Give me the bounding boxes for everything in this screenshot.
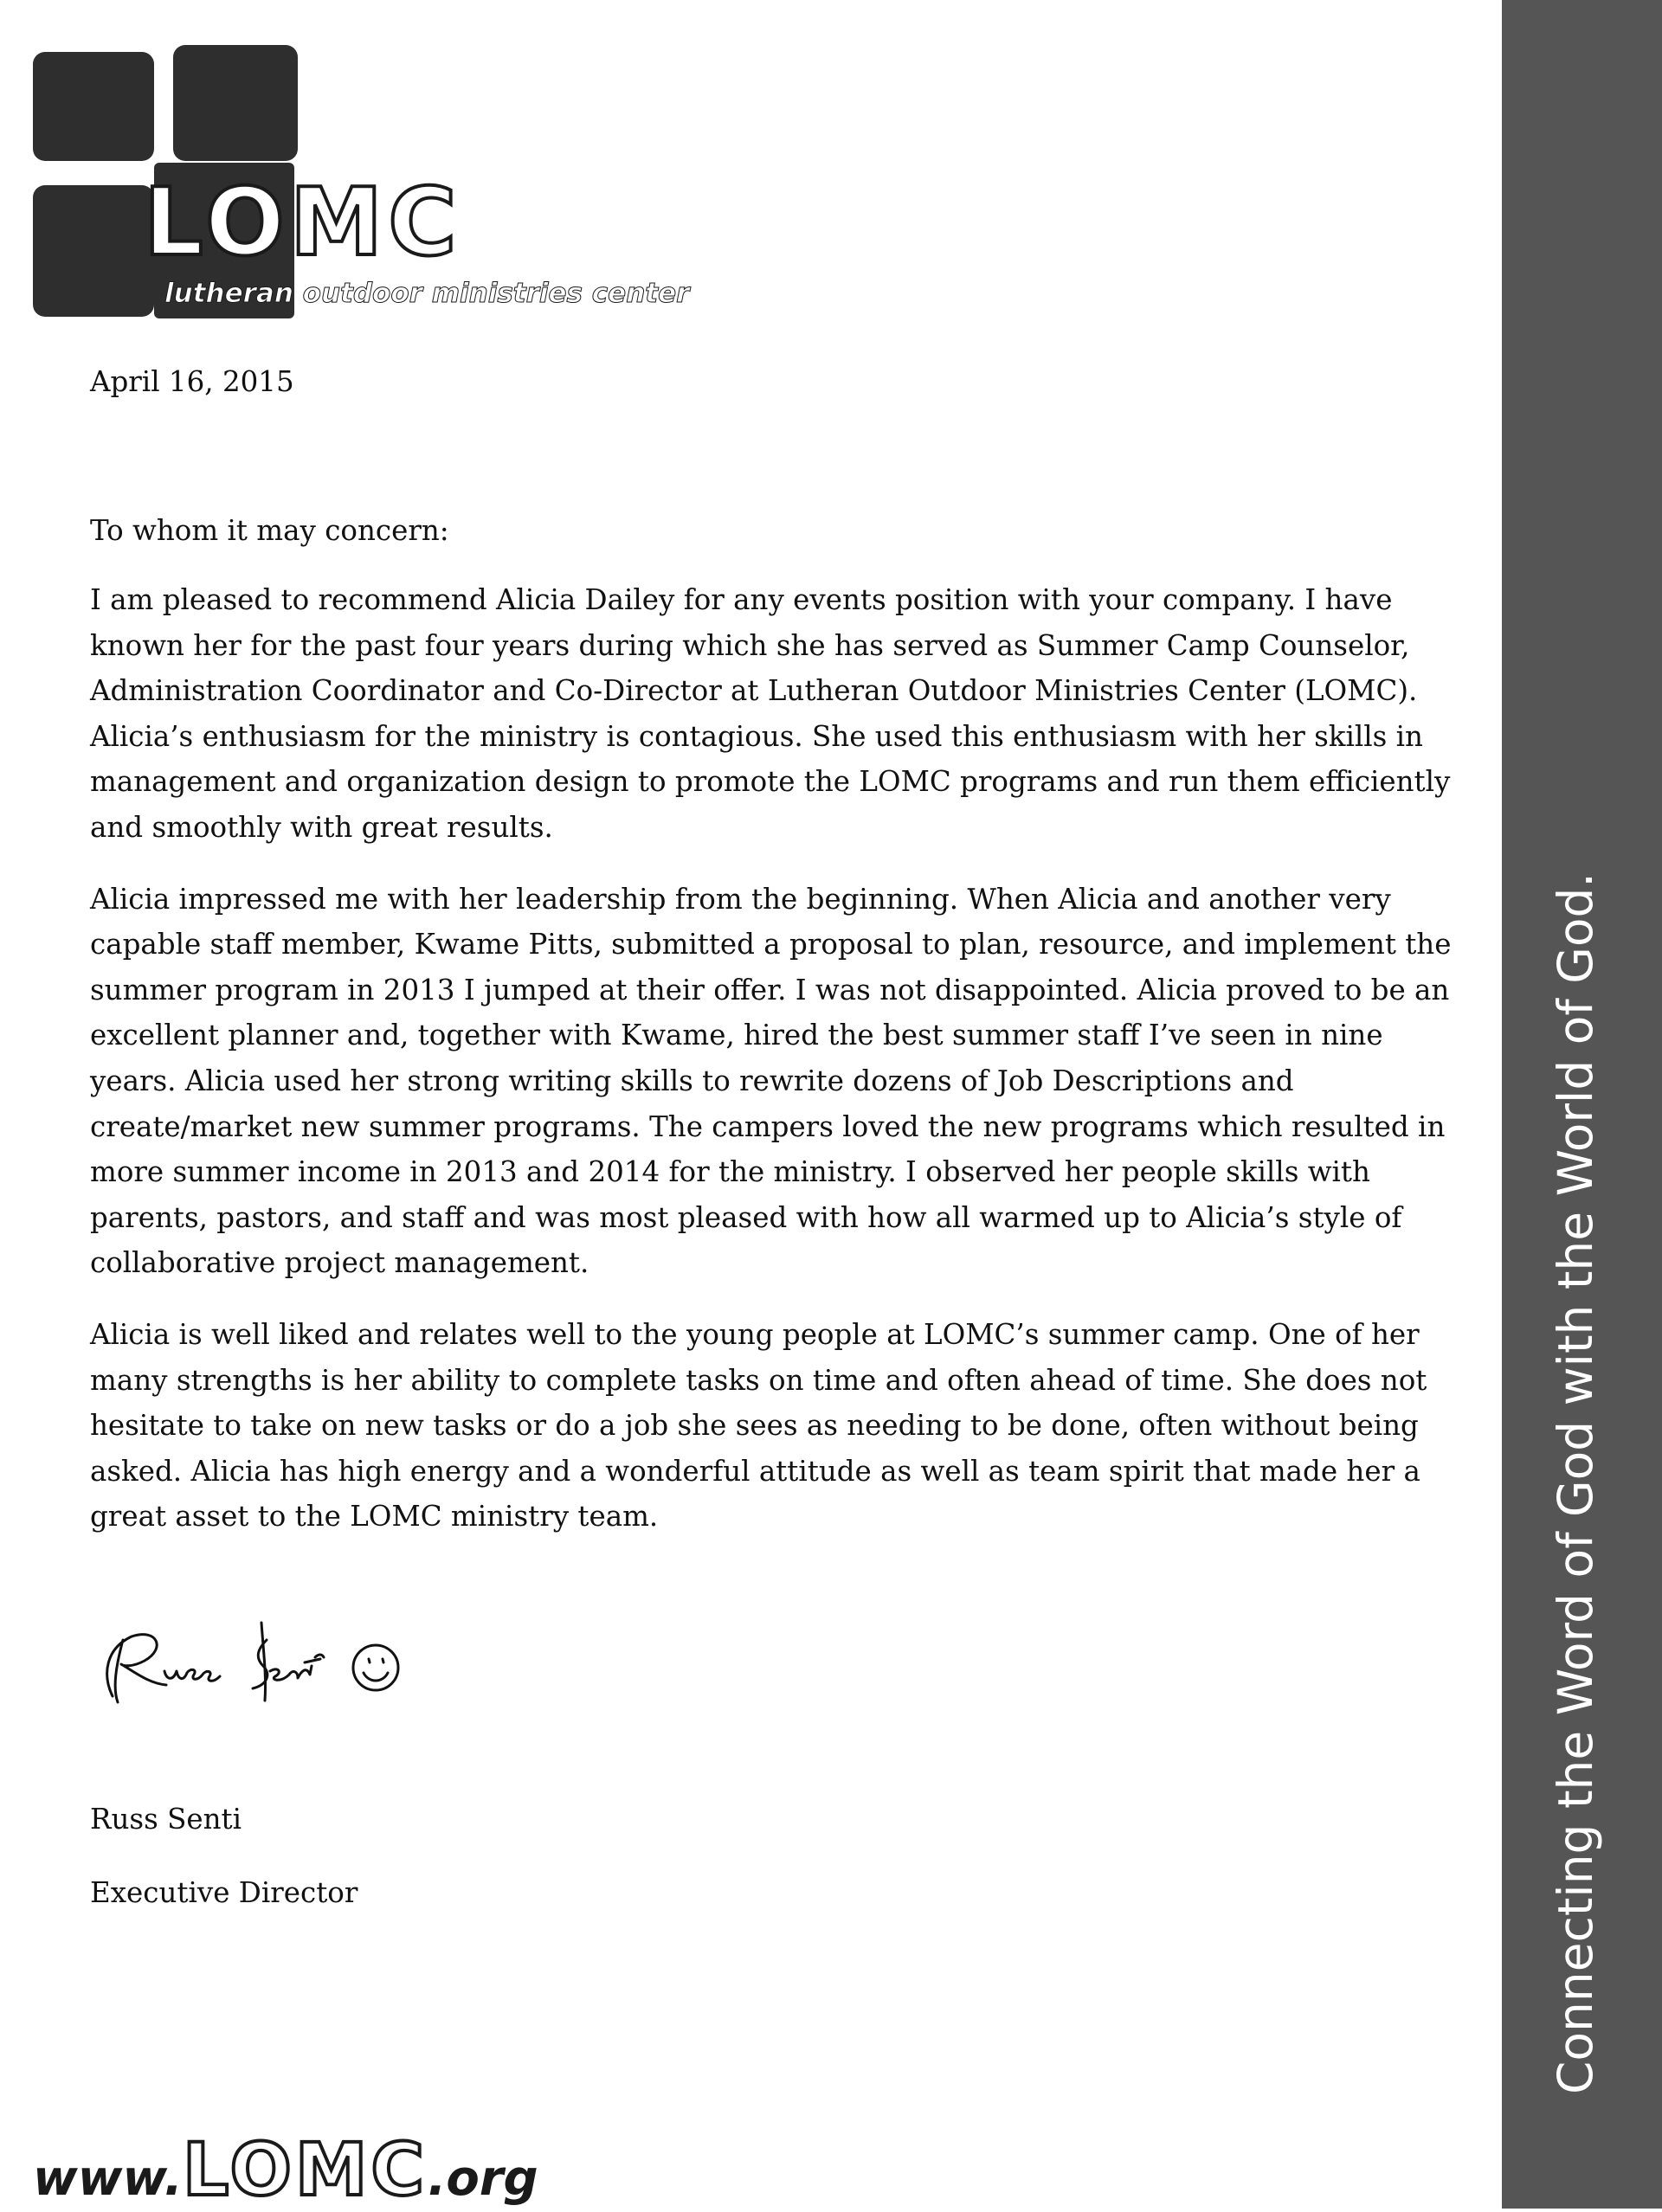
letter-paragraph: Alicia is well liked and relates well to the young people at LOMC’s summer camp. One of her many strengths is her ability to complete tasks on time and often ahead of time. She does not hesitate to take on new tasks or do a job she sees as needing to be done, often without being asked. Alicia has high energy and a wonderful attitude as well as team spirit that made her a great asset to the LOMC ministry team. xyxy=(90,1317,1427,1534)
logo-block-top-left xyxy=(33,52,154,161)
signer-title: Executive Director xyxy=(90,1876,358,1909)
signer-name: Russ Senti xyxy=(90,1803,242,1836)
footer-url-suffix: .org xyxy=(428,2151,538,2207)
sidebar-slogan: Connecting the Word of God with the World of God. xyxy=(1548,872,1603,2094)
letter-paragraph: I am pleased to recommend Alicia Dailey for any events position with your company. I have known her for the past four years during which she has served as Summer Camp Counselor, Administration Coordinator and Co-Director at Lutheran Outdoor Ministries Center (LOMC). Alicia’s enthusiasm for the ministry is contagious. She used this enthusiasm with her skills in management and organization design to promote the LOMC programs and run them efficiently and smoothly with great results. xyxy=(90,583,1451,844)
logo-tagline: lutheran outdoor ministries center xyxy=(164,278,690,309)
logo-wordmark: LOMC xyxy=(144,169,462,277)
letter-salutation: To whom it may concern: xyxy=(90,514,449,547)
logo-block-bottom-left xyxy=(33,185,154,317)
logo-block-top-right xyxy=(173,45,298,161)
letter-date: April 16, 2015 xyxy=(90,365,294,398)
letter-paragraph: Alicia impressed me with her leadership from the beginning. When Alicia and another very capable staff member, Kwame Pitts, submitted a proposal to plan, resource, and implement the summer program in 2013 I jumped at their offer. I was not disappointed. Alicia proved to be an excellent planner and, together with Kwame, hired the best summer staff I’ve seen in nine years. Alicia used her strong writing skills to rewrite dozens of Job Descriptions and create/market new summer programs. The campers loved the new programs which resulted in more summer income in 2013 and 2014 for the ministry. I observed her people skills with parents, pastors, and staff and was most pleased with how all warmed up to Alicia’s style of collaborative project management. xyxy=(90,882,1452,1280)
footer-url-brand: LOMC xyxy=(182,2127,428,2212)
footer-website-link[interactable] xyxy=(33,2127,538,2212)
lomc-logo xyxy=(24,36,690,322)
footer-url-prefix: www. xyxy=(33,2151,183,2207)
handwritten-signature xyxy=(97,1605,426,1718)
letter-paragraphs xyxy=(90,577,1466,1566)
